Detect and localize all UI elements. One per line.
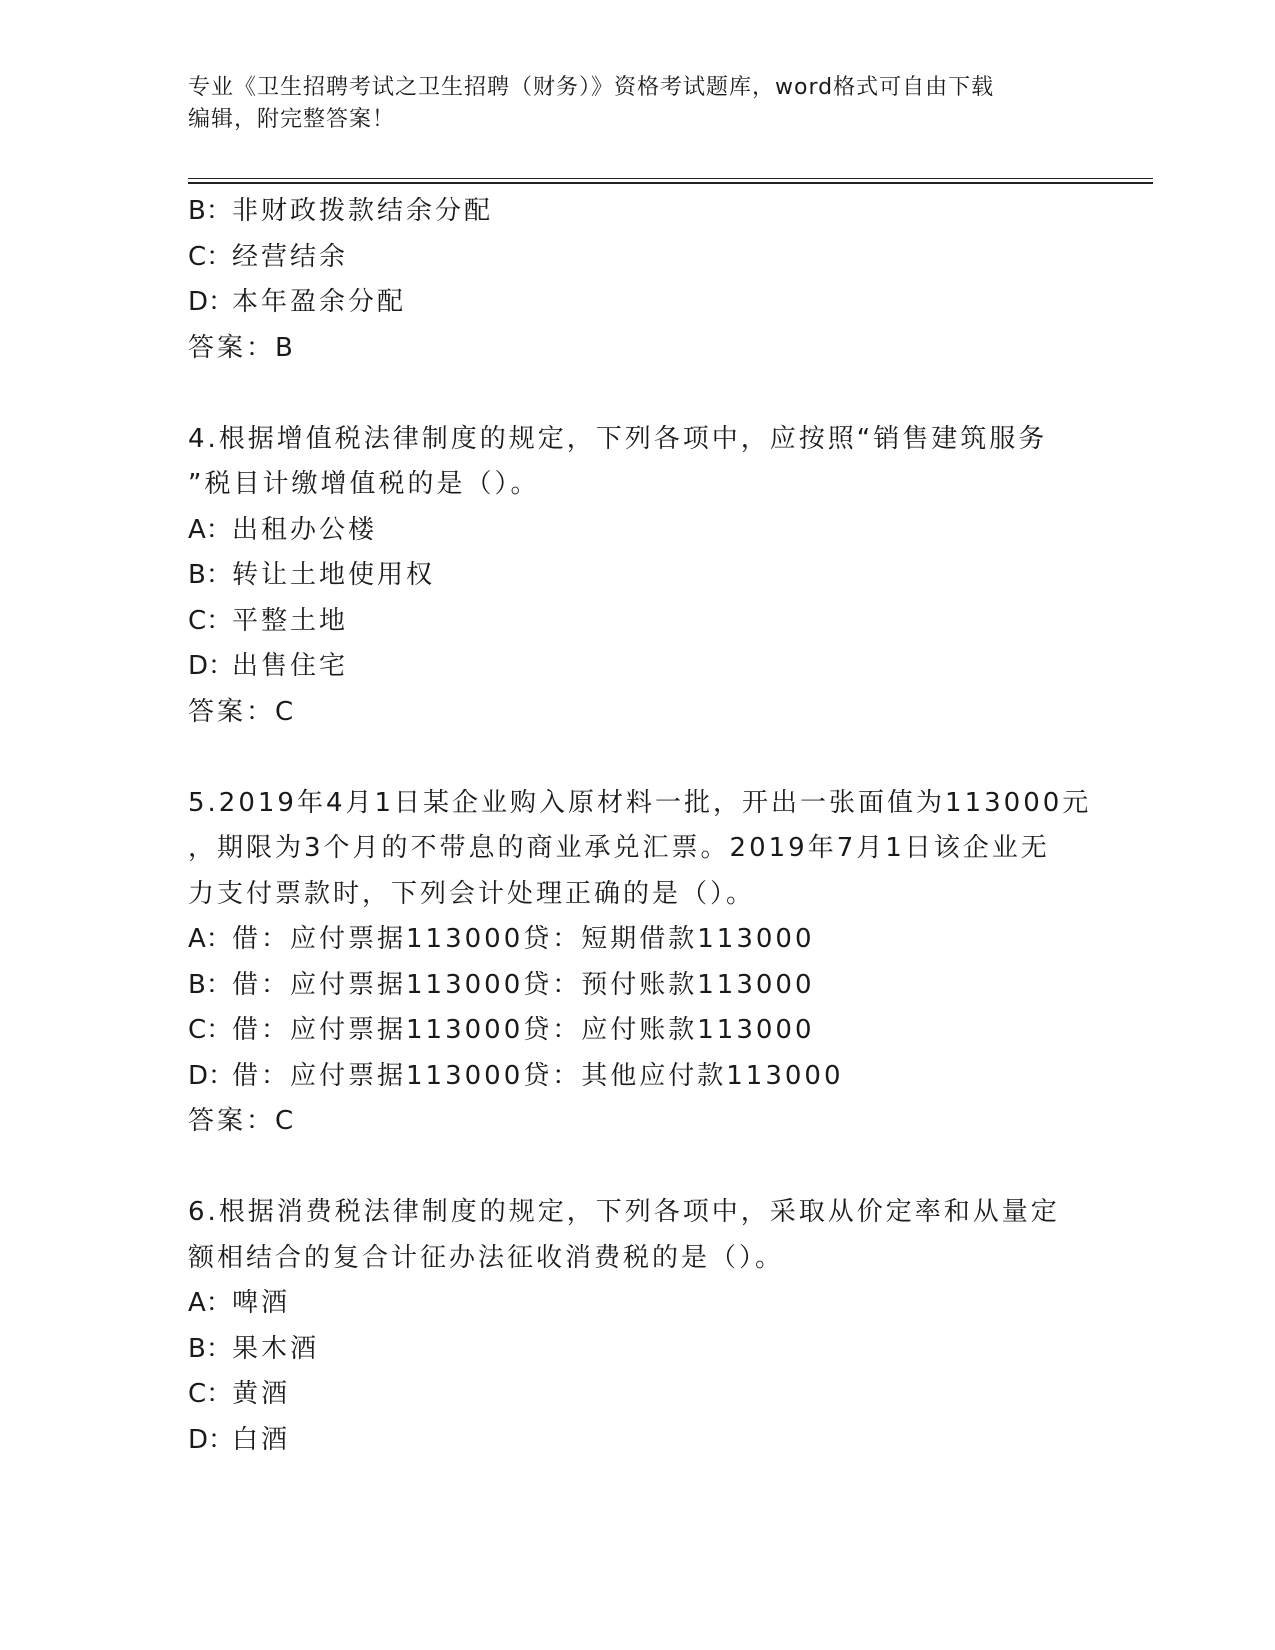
option-text: 本年盈余分配: [232, 287, 407, 317]
question-stem: 力支付票款时，下列会计处理正确的是（）。: [188, 878, 756, 909]
option-key: D：: [188, 1060, 235, 1091]
answer: 答案：B: [188, 332, 296, 363]
option-key: A：: [188, 924, 232, 954]
option-key: D：: [188, 287, 235, 317]
option-text: 借：应付票据113000贷：预付账款113000: [232, 969, 815, 1000]
option-b: [188, 553, 1088, 599]
option-d: [188, 644, 1088, 690]
question-stem: ”税目计缴增值税的是（）。: [188, 469, 540, 499]
option-text: 白酒: [232, 1424, 291, 1455]
option-text: 借：应付票据113000贷：其他应付款113000: [232, 1060, 844, 1091]
option-text: 借：应付票据113000贷：短期借款113000: [232, 924, 815, 954]
option-b: [188, 963, 1088, 1009]
option-a: [188, 508, 1088, 554]
option-key: D：: [188, 651, 235, 681]
option-text: 平整土地: [232, 605, 349, 636]
option-c: [188, 1372, 1088, 1418]
header-line-2: 编辑，附完整答案！: [188, 107, 396, 132]
question-stem: 5.2019年4月1日某企业购入原材料一批，开出一张面值为113000元: [188, 787, 1092, 818]
option-key: C：: [188, 241, 233, 272]
option-text: 出租办公楼: [232, 514, 378, 545]
question-5: [188, 781, 1092, 1145]
option-key: B：: [188, 1333, 232, 1364]
option-b: [188, 1327, 1088, 1373]
option-key: D：: [188, 1424, 235, 1455]
option-b: [188, 189, 1088, 235]
option-key: C：: [188, 1379, 233, 1409]
option-c: [188, 235, 1088, 281]
spacer: [188, 735, 1088, 781]
header-divider-thick: [188, 182, 1153, 184]
question-6: [188, 1190, 1088, 1463]
option-text: 果木酒: [232, 1333, 320, 1364]
option-text: 黄酒: [232, 1379, 291, 1409]
option-text: 出售住宅: [232, 651, 349, 681]
option-key: B：: [188, 560, 232, 590]
question-stem: 6.根据消费税法律制度的规定，下列各项中，采取从价定率和从量定: [188, 1197, 1060, 1227]
option-c: [188, 1008, 1088, 1054]
question-3-tail: [188, 189, 1088, 371]
option-key: A：: [188, 1288, 232, 1318]
option-text: 非财政拨款结余分配: [232, 196, 494, 226]
option-key: C：: [188, 605, 233, 636]
option-d: [188, 1418, 1088, 1464]
option-text: 转让土地使用权: [232, 560, 436, 590]
question-stem: 4.根据增值税法律制度的规定，下列各项中，应按照“销售建筑服务: [188, 423, 1048, 454]
option-key: A：: [188, 514, 232, 545]
option-c: [188, 599, 1088, 645]
question-stem: ，期限为3个月的不带息的商业承兑汇票。2019年7月1日该企业无: [188, 833, 1050, 863]
option-a: [188, 917, 1088, 963]
option-text: 啤酒: [232, 1288, 291, 1318]
answer: 答案：C: [188, 1106, 297, 1136]
option-key: B：: [188, 196, 232, 226]
question-list: [188, 189, 1092, 1463]
question-4: [188, 417, 1088, 736]
spacer: [188, 371, 1088, 417]
option-d: [188, 280, 1088, 326]
document-header: [188, 72, 1088, 136]
option-key: C：: [188, 1015, 233, 1045]
option-d: [188, 1054, 1088, 1100]
option-text: 借：应付票据113000贷：应付账款113000: [232, 1015, 815, 1045]
option-key: B：: [188, 969, 232, 1000]
question-stem: 额相结合的复合计征办法征收消费税的是（）。: [188, 1242, 785, 1273]
option-a: [188, 1281, 1088, 1327]
answer: 答案：C: [188, 696, 297, 727]
spacer: [188, 1145, 1088, 1191]
option-text: 经营结余: [232, 241, 349, 272]
header-line-1: 专业《卫生招聘考试之卫生招聘（财务）》资格考试题库，word格式可自由下载: [188, 75, 995, 100]
header-divider-thin: [188, 178, 1153, 179]
